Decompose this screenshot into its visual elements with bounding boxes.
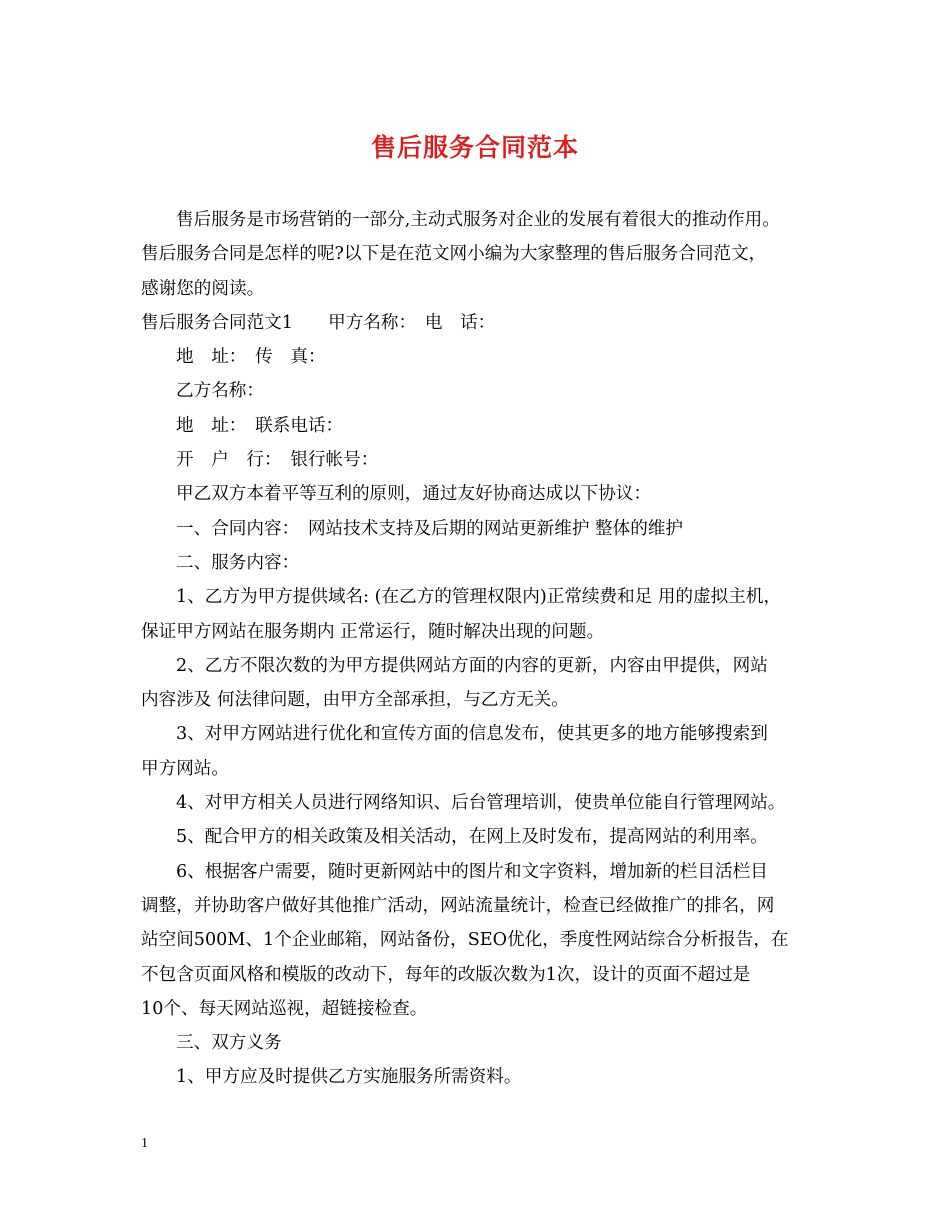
text-line: 6、根据客户需要，随时更新网站中的图片和文字资料，增加新的栏目活栏目: [176, 861, 768, 882]
text-line: 感谢您的阅读。: [141, 278, 265, 299]
text-line: 4、对甲方相关人员进行网络知识、后台管理培训，使贵单位能自行管理网站。: [176, 793, 786, 814]
text-line: 1、乙方为甲方提供域名: (在乙方的管理权限内)正常续费和足 用的虚拟主机，: [176, 587, 782, 608]
page-title: 售后服务合同范本: [370, 133, 579, 162]
text-line: 乙方名称：: [176, 381, 264, 402]
text-line: 不包含页面风格和模版的改动下，每年的改版次数为1次，设计的页面不超过是: [141, 964, 751, 985]
text-line: 甲乙双方本着平等互利的原则，通过友好协商达成以下协议：: [176, 484, 652, 505]
text-line: 3、对甲方网站进行优化和宣传方面的信息发布，使其更多的地方能够搜索到: [176, 724, 768, 745]
text-line: 开 户 行： 银行帐号：: [176, 450, 379, 471]
text-line: 地 址： 联系电话：: [176, 415, 344, 436]
text-line: 地 址： 传 真：: [176, 347, 326, 368]
text-line: 三、双方义务: [176, 1033, 282, 1054]
text-line: 一、合同内容： 网站技术支持及后期的网站更新维护 整体的维护: [176, 518, 684, 539]
text-line: 二、服务内容：: [176, 552, 300, 573]
text-line: 站空间500M、1个企业邮箱，网站备份，SEO优化，季度性网站综合分析报告，在: [141, 930, 789, 951]
text-line: 甲方网站。: [141, 758, 229, 779]
text-line: 5、配合甲方的相关政策及相关活动，在网上及时发布，提高网站的利用率。: [176, 827, 768, 848]
document-body: [141, 203, 833, 1095]
text-line: 调整，并协助客户做好其他推广活动，网站流量统计，检查已经做推广的排名，网: [141, 895, 775, 916]
text-line: 售后服务合同范文1 甲方名称： 电 话：: [141, 312, 496, 333]
text-line: 售后服务是市场营销的一部分,主动式服务对企业的发展有着很大的推动作用。: [176, 210, 780, 230]
text-line: 保证甲方网站在服务期内 正常运行，随时解决出现的问题。: [141, 621, 605, 642]
text-line: 10个、每天网站巡视，超链接检查。: [141, 998, 428, 1019]
text-line: 2、乙方不限次数的为甲方提供网站方面的内容的更新，内容由甲提供，网站: [176, 655, 768, 676]
text-line: 内容涉及 何法律问题，由甲方全部承担，与乙方无关。: [141, 690, 569, 711]
page-number: 1: [141, 1136, 148, 1151]
text-line: 售后服务合同是怎样的呢?以下是在范文网小编为大家整理的售后服务合同范文，: [141, 244, 767, 265]
text-line: 1、甲方应及时提供乙方实施服务所需资料。: [176, 1067, 522, 1088]
